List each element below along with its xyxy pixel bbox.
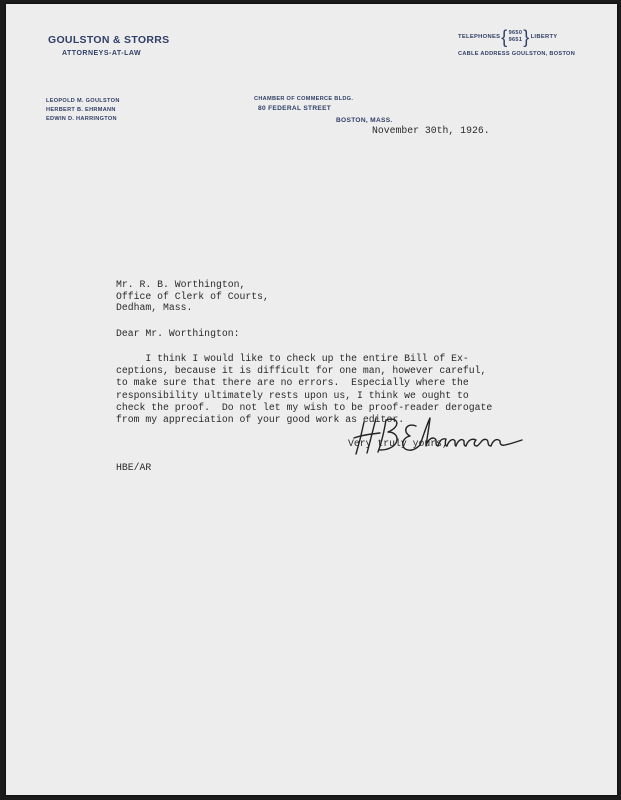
body-line: ceptions, because it is difficult for one man, however careful, — [116, 365, 487, 377]
closing: Very truly yours, — [348, 438, 448, 449]
building-name: CHAMBER OF COMMERCE BLDG. — [254, 96, 354, 102]
partner-list — [46, 97, 120, 124]
partner-name: HERBERT B. EHRMANN — [46, 107, 116, 113]
brace-close: } — [523, 27, 530, 47]
letter-page — [6, 4, 617, 795]
partner-name: LEOPOLD M. GOULSTON — [46, 98, 120, 104]
telephone-numbers — [509, 30, 523, 44]
office-city: BOSTON, MASS. — [336, 117, 393, 124]
body-line: to make sure that there are no errors. Especially where the — [116, 377, 469, 389]
brace-open: { — [501, 27, 508, 47]
firm-subtitle: ATTORNEYS-AT-LAW — [62, 50, 142, 57]
body-line: I think I would like to check up the entire Bill of Ex- — [116, 353, 469, 364]
office-address — [254, 94, 353, 114]
recipient-line: Mr. R. B. Worthington, — [116, 279, 246, 290]
recipient-line: Dedham, Mass. — [116, 302, 193, 313]
body-line: from my appreciation of your good work as editor. — [116, 413, 405, 425]
partner-name: EDWIN D. HARRINGTON — [46, 116, 117, 122]
recipient-line: Office of Clerk of Courts, — [116, 290, 269, 302]
letter-date: November 30th, 1926. — [372, 125, 490, 136]
body-line: check the proof. Do not let my wish to be proof-reader derogate — [116, 401, 493, 413]
body-line: responsibility ultimately rests upon us, I think we ought to — [116, 389, 469, 401]
cable-address: CABLE ADDRESS GOULSTON, BOSTON — [458, 51, 576, 57]
firm-name: GOULSTON & STORRS — [48, 34, 170, 46]
telephone-number: 9650 — [508, 30, 523, 36]
salutation: Dear Mr. Worthington: — [116, 328, 240, 339]
typist-initials: HBE/AR — [116, 462, 152, 473]
telephone-line — [458, 29, 557, 45]
recipient-address — [116, 279, 269, 314]
handwritten-signature — [350, 412, 550, 458]
telephone-number: 9651 — [508, 37, 523, 43]
telephone-label: TELEPHONES — [458, 34, 501, 40]
street-address: 80 FEDERAL STREET — [258, 105, 332, 112]
telephone-exchange: LIBERTY — [530, 34, 558, 40]
